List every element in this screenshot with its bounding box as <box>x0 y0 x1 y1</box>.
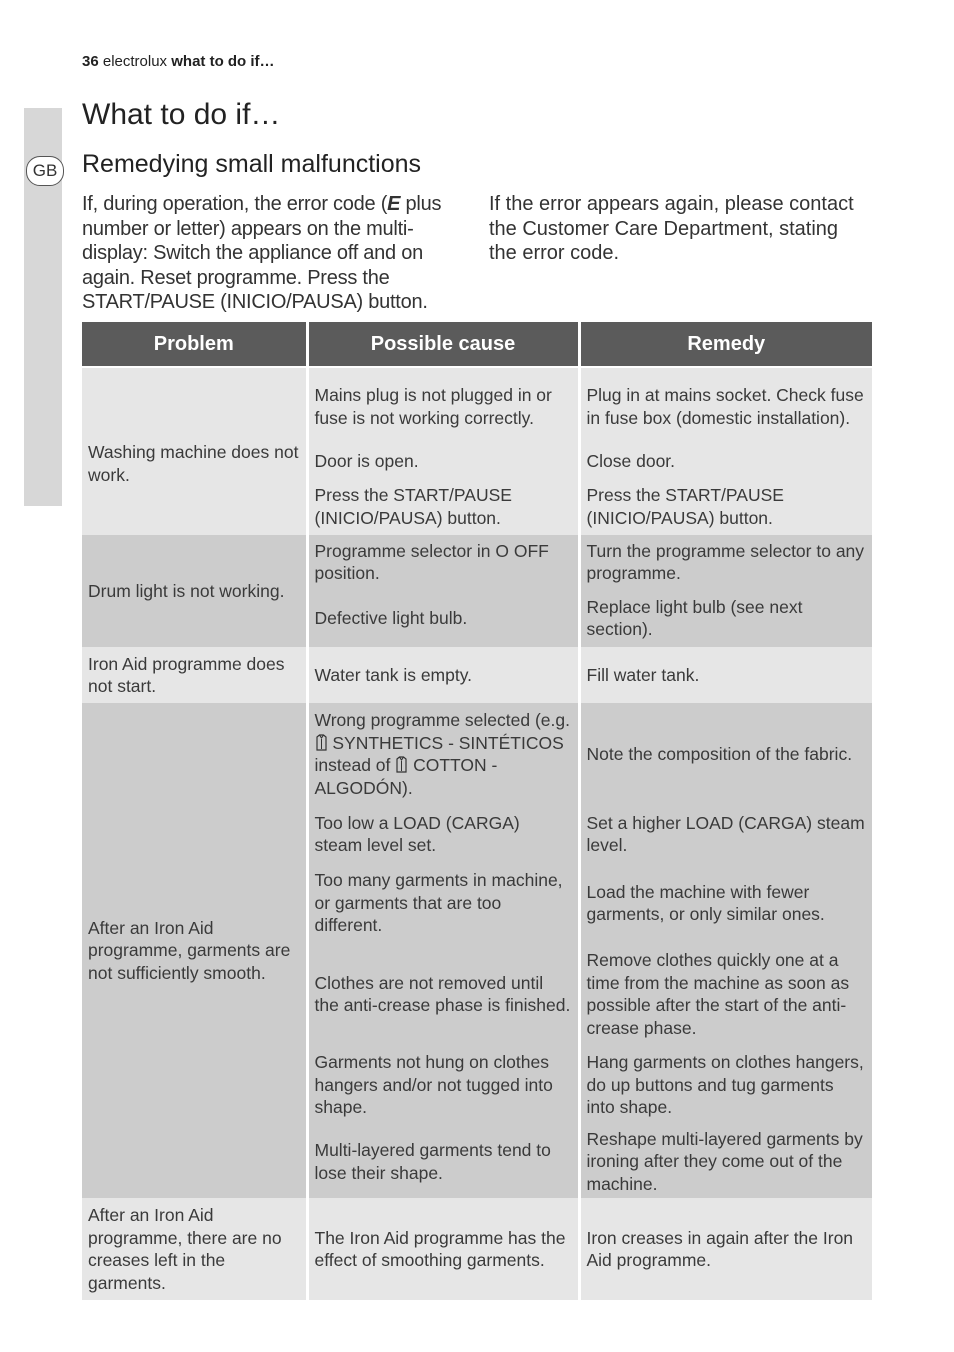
remedy-cell: Turn the programme selector to any programme. <box>579 535 872 589</box>
cause-cell: Too low a LOAD (CARGA) steam level set. <box>307 805 579 863</box>
cause-cell: Press the START/PAUSE (INICIO/PAUSA) button. <box>307 478 579 535</box>
remedy-cell: Load the machine with fewer garments, or only similar ones. <box>579 863 872 943</box>
cause-text-b: SYNTHETICS - SINTÉTICOS instead of <box>314 732 564 775</box>
cause-cell: Garments not hung on clothes hangers and/or not tugged into shape. <box>307 1045 579 1125</box>
cause-text-a: Wrong programme selected (e.g. <box>314 710 570 730</box>
header-problem: Problem <box>82 322 307 367</box>
problem-cell: Drum light is not working. <box>82 535 307 647</box>
cause-text-c: COTTON - ALGODÓN). <box>314 755 498 798</box>
intro-right-paragraph: If the error appears again, please contact the Customer Care Department, stating the error code. <box>489 193 854 265</box>
header-remedy: Remedy <box>579 322 872 367</box>
remedy-cell: Press the START/PAUSE (INICIO/PAUSA) button. <box>579 478 872 535</box>
remedy-cell: Hang garments on clothes hangers, do up buttons and tug garments into shape. <box>579 1045 872 1125</box>
remedy-cell: Replace light bulb (see next section). <box>579 589 872 647</box>
running-head <box>82 53 275 70</box>
cause-cell: Water tank is empty. <box>307 647 579 703</box>
error-code-glyph: E <box>387 193 401 215</box>
cause-cell: Too many garments in machine, or garments that are too different. <box>307 863 579 943</box>
cause-cell: Mains plug is not plugged in or fuse is not working correctly. <box>307 367 579 445</box>
remedy-cell: Remove clothes quickly one at a time from the machine as soon as possible after the start of the anti-crease phase. <box>579 943 872 1045</box>
remedy-cell: Iron creases in again after the Iron Aid programme. <box>579 1198 872 1300</box>
cause-cell: Programme selector in O OFF position. <box>307 535 579 589</box>
intro-left-part-1: If, during operation, the error code ( <box>82 193 388 215</box>
page-number: 36 <box>82 53 99 70</box>
table-row <box>82 367 872 445</box>
problem-cell: After an Iron Aid programme, garments are not sufficiently smooth. <box>82 703 307 1198</box>
synthetics-icon <box>315 734 328 751</box>
problem-cell: Washing machine does not work. <box>82 367 307 535</box>
remedy-cell: Fill water tank. <box>579 647 872 703</box>
table-row <box>82 647 872 703</box>
table-row <box>82 1198 872 1300</box>
remedy-cell: Set a higher LOAD (CARGA) steam level. <box>579 805 872 863</box>
cause-cell: Multi-layered garments tend to lose their shape. <box>307 1125 579 1198</box>
language-badge: GB <box>26 156 64 186</box>
intro-left-paragraph <box>82 192 468 315</box>
brand-name: electrolux <box>102 53 168 70</box>
remedy-cell: Note the composition of the fabric. <box>579 703 872 805</box>
table-header-row <box>82 322 872 367</box>
problem-cell: Iron Aid programme does not start. <box>82 647 307 703</box>
troubleshooting-table <box>82 322 872 1300</box>
problem-cell: After an Iron Aid programme, there are no creases left in the garments. <box>82 1198 307 1300</box>
section-title: Remedying small malfunctions <box>82 150 422 178</box>
header-possible-cause: Possible cause <box>307 322 579 367</box>
table-row <box>82 535 872 589</box>
intro-left-part-2: plus number or letter) appears on the multi-display: Switch the appliance off and on again. Reset programme. Press the START/PAUSE (INICIO/PAUSA) button. <box>82 193 442 314</box>
cause-cell: The Iron Aid programme has the effect of smoothing garments. <box>307 1198 579 1300</box>
running-section: what to do if… <box>171 53 275 70</box>
cause-cell: Clothes are not removed until the anti-crease phase is finished. <box>307 943 579 1045</box>
cause-cell: Defective light bulb. <box>307 589 579 647</box>
remedy-cell: Close door. <box>579 445 872 478</box>
page-title: What to do if… <box>82 98 281 131</box>
cause-cell: Door is open. <box>307 445 579 478</box>
cotton-icon <box>395 756 408 773</box>
cause-cell <box>307 703 579 805</box>
table-row <box>82 703 872 805</box>
remedy-cell: Plug in at mains socket. Check fuse in fuse box (domestic installation). <box>579 367 872 445</box>
remedy-cell: Reshape multi-layered garments by ironing after they come out of the machine. <box>579 1125 872 1198</box>
